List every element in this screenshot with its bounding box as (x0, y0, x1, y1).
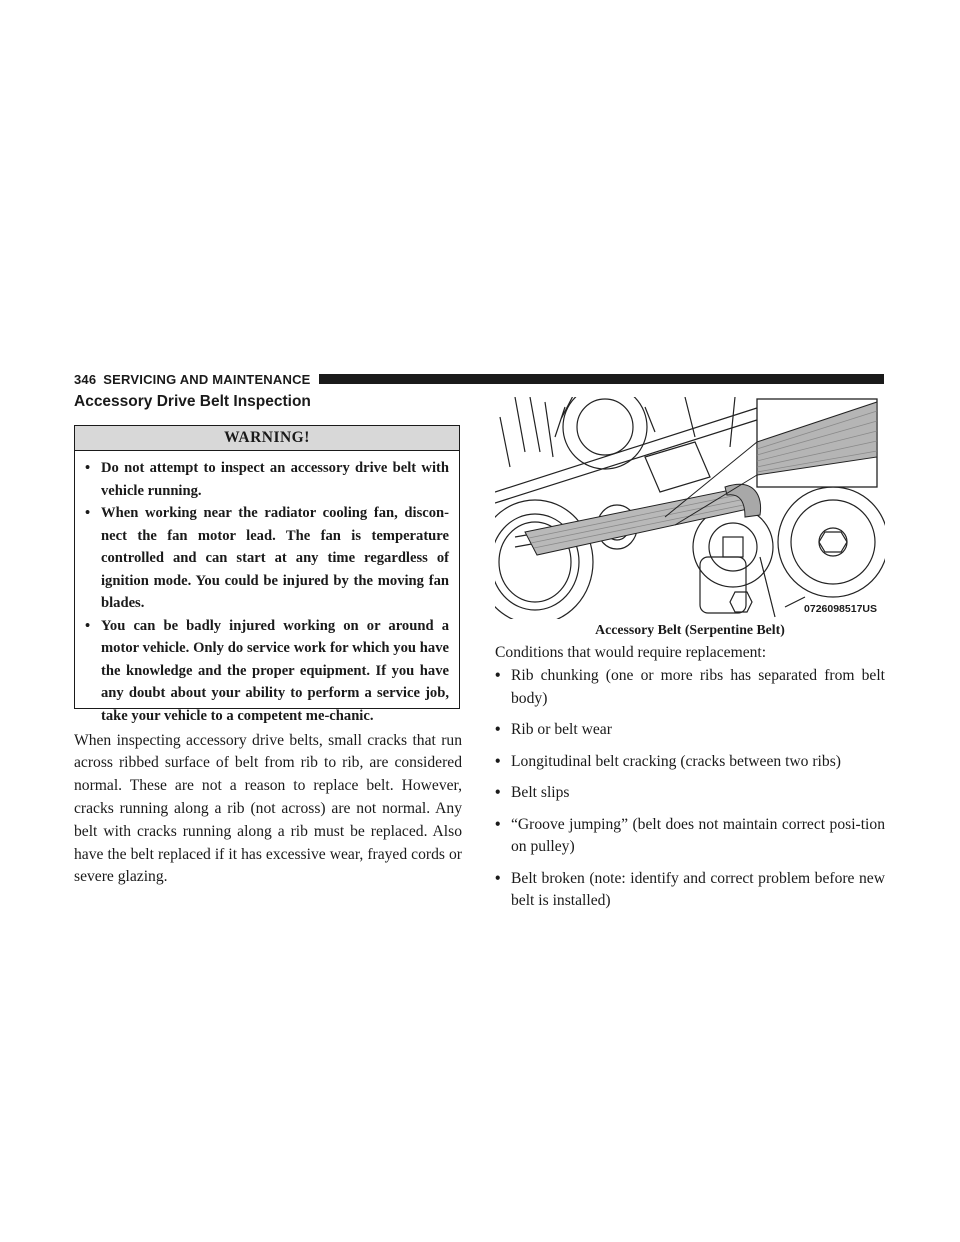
warning-item: • Do not attempt to inspect an accessory drive belt with vehicle running. (83, 457, 449, 502)
bullet-icon: • (85, 617, 91, 634)
warning-list (75, 451, 459, 727)
section-heading: SERVICING AND MAINTENANCE (103, 371, 311, 387)
bullet-icon: • (495, 869, 501, 887)
list-item: • “Groove jumping” (belt does not maintain correct posi-tion on pulley) (495, 815, 885, 855)
page-number: 346 (74, 371, 97, 387)
section-title: Accessory Drive Belt Inspection (74, 393, 311, 410)
body-paragraph: When inspecting accessory drive belts, small cracks that run across ribbed surface of belt from rib to rib, are considered normal. These are not a reason to replace belt. However, cracks running along a rib (not across) are not normal. Any belt with cracks running along a rib must be replaced. Also have the belt replaced if it has excessive wear, frayed cords or severe glazing. (74, 731, 462, 886)
bullet-icon: • (495, 721, 501, 738)
warning-item: • You can be badly injured working on or around a motor vehicle. Only do service work for which you have the knowledge and the proper equipment. If you have any doubt about your ability to perform a service job, take your vehicle to a competent me-chanic. (83, 615, 449, 728)
engine-belt-drawing (495, 397, 885, 619)
warning-item: • When working near the radiator cooling fan, discon-nect the fan motor lead. The fan is temperature controlled and can start at any time regardless of ignition mode. You could be injured by the moving fan blades. (83, 502, 449, 615)
bullet-icon: • (495, 752, 501, 770)
list-item: • Longitudinal belt cracking (cracks between two ribs) (495, 751, 885, 774)
figure-code: 0726098517US (804, 603, 877, 615)
bullet-icon: • (495, 667, 501, 684)
figure-caption: Accessory Belt (Serpentine Belt) (595, 622, 785, 637)
bullet-icon: • (495, 784, 501, 801)
bullet-icon: • (495, 815, 501, 833)
bullet-icon: • (85, 505, 91, 521)
list-item: • Belt slips (495, 782, 885, 805)
page-header (74, 371, 884, 387)
conditions-list (495, 665, 885, 922)
header-rule (319, 374, 884, 384)
belt-illustration (495, 397, 885, 619)
warning-box (74, 425, 460, 724)
list-item: • Belt broken (note: identify and correct problem before new belt is installed) (495, 869, 885, 909)
warning-title: WARNING! (75, 426, 459, 451)
list-item: • Rib or belt wear (495, 719, 885, 742)
conditions-intro: Conditions that would require replacement: (495, 644, 767, 661)
list-item: • Rib chunking (one or more ribs has separated from belt body) (495, 667, 885, 707)
bullet-icon: • (85, 460, 91, 476)
